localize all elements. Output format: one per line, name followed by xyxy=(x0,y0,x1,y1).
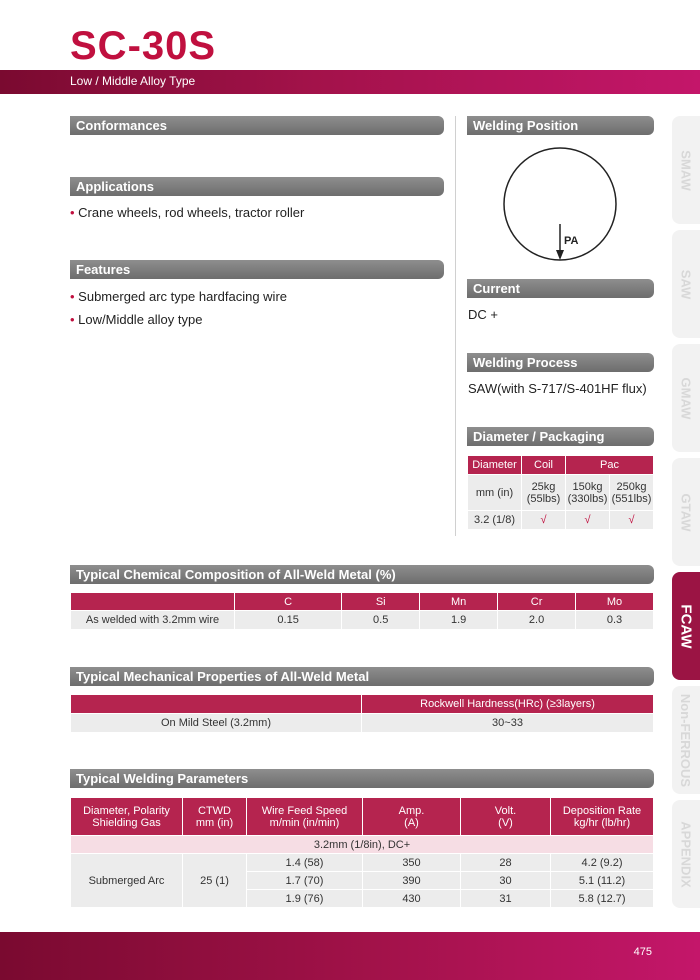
tab-appendix[interactable] xyxy=(672,800,700,908)
diameter-polarity-header xyxy=(71,798,183,836)
header-line: m/min (in/min) xyxy=(269,816,340,829)
header-line: Wire Feed Speed xyxy=(261,804,348,817)
wire-feed-header xyxy=(247,798,363,836)
volt-cell: 28 xyxy=(461,854,551,872)
column-divider xyxy=(455,116,456,536)
position-arrow-head xyxy=(556,250,564,260)
amp-cell: 350 xyxy=(363,854,461,872)
tab-label: SMAW xyxy=(678,149,694,191)
mechanical-heading: Typical Mechanical Properties of All-Weld Metal xyxy=(70,667,654,686)
unit-cell: mm (in) xyxy=(468,475,522,511)
header-line: Shielding Gas xyxy=(92,816,161,829)
pac-weight-cell xyxy=(610,475,654,511)
pac-header: Pac xyxy=(566,456,654,475)
page-number: 475 xyxy=(633,946,652,958)
header-line: Diameter, Polarity xyxy=(83,804,170,817)
volt-header xyxy=(461,798,551,836)
value-cell: 1.9 xyxy=(420,611,498,630)
current-value: DC + xyxy=(468,307,498,322)
tab-label: Non-FERROUS xyxy=(678,693,694,787)
application-text: Crane wheels, rod wheels, tractor roller xyxy=(78,205,305,220)
tab-label: GMAW xyxy=(678,377,694,419)
deposition-cell: 5.8 (12.7) xyxy=(551,890,654,908)
weight-kg: 25kg xyxy=(531,480,556,493)
header-line: (V) xyxy=(498,816,513,829)
wfs-cell: 1.9 (76) xyxy=(247,890,363,908)
tab-gmaw[interactable] xyxy=(672,344,700,452)
amp-header xyxy=(363,798,461,836)
value-cell: 2.0 xyxy=(498,611,576,630)
welding-position-diagram xyxy=(500,144,620,264)
ctwd-cell: 25 (1) xyxy=(183,854,247,908)
weight-kg: 150kg xyxy=(572,480,603,493)
current-heading: Current xyxy=(467,279,654,298)
row-label: On Mild Steel (3.2mm) xyxy=(71,714,362,733)
volt-cell: 30 xyxy=(461,872,551,890)
header-line: Amp. xyxy=(398,804,425,817)
bullet-dot: • xyxy=(70,312,79,327)
value-cell: 0.15 xyxy=(235,611,342,630)
features-heading: Features xyxy=(70,260,444,279)
tab-smaw[interactable] xyxy=(672,116,700,224)
header-line: Volt. xyxy=(494,804,517,817)
application-item xyxy=(70,205,304,220)
chemical-table xyxy=(70,592,654,630)
parameters-table xyxy=(70,797,654,908)
header-line: mm (in) xyxy=(195,816,234,829)
size-cell: 3.2 (1/8) xyxy=(468,511,522,530)
weight-kg: 250kg xyxy=(616,480,647,493)
tab-label: GTAW xyxy=(678,492,694,532)
diameter-header: Diameter xyxy=(468,456,522,475)
weight-lbs: (55lbs) xyxy=(526,492,561,505)
wfs-cell: 1.7 (70) xyxy=(247,872,363,890)
tab-fcaw[interactable] xyxy=(672,572,700,680)
welding-position-heading: Welding Position xyxy=(467,116,654,135)
row-label: As welded with 3.2mm wire xyxy=(71,611,235,630)
ctwd-header xyxy=(183,798,247,836)
welding-process-heading: Welding Process xyxy=(467,353,654,372)
coil-header: Coil xyxy=(522,456,566,475)
bullet-dot: • xyxy=(70,205,79,220)
weight-lbs: (330lbs) xyxy=(567,492,608,505)
deposition-cell: 5.1 (11.2) xyxy=(551,872,654,890)
volt-cell: 31 xyxy=(461,890,551,908)
welding-process-value: SAW(with S-717/S-401HF flux) xyxy=(468,381,647,396)
deposition-cell: 4.2 (9.2) xyxy=(551,854,654,872)
weight-lbs: (551lbs) xyxy=(611,492,652,505)
hardness-header: Rockwell Hardness(HRc) (≥3layers) xyxy=(362,695,654,714)
tab-non-ferrous[interactable] xyxy=(672,686,700,794)
header-line: (A) xyxy=(404,816,419,829)
tab-saw[interactable] xyxy=(672,230,700,338)
amp-cell: 390 xyxy=(363,872,461,890)
chemical-heading: Typical Chemical Composition of All-Weld Metal (%) xyxy=(70,565,654,584)
check-mark: √ xyxy=(522,511,566,530)
header-line: CTWD xyxy=(198,804,231,817)
parameters-heading: Typical Welding Parameters xyxy=(70,769,654,788)
tab-gtaw[interactable] xyxy=(672,458,700,566)
blank-header xyxy=(71,695,362,714)
amp-cell: 430 xyxy=(363,890,461,908)
feature-item xyxy=(70,289,287,304)
element-header: Cr xyxy=(498,593,576,611)
tab-label: APPENDIX xyxy=(678,820,694,888)
value-cell: 0.5 xyxy=(342,611,420,630)
coil-weight-cell xyxy=(522,475,566,511)
pac-weight-cell xyxy=(566,475,610,511)
feature-item xyxy=(70,312,202,327)
element-header: Mn xyxy=(420,593,498,611)
check-mark: √ xyxy=(566,511,610,530)
tab-label: SAW xyxy=(678,269,694,299)
element-header: Mo xyxy=(576,593,654,611)
bullet-dot: • xyxy=(70,289,79,304)
footer-band xyxy=(0,932,700,980)
header-line: Deposition Rate xyxy=(562,804,642,817)
conformances-heading: Conformances xyxy=(70,116,444,135)
packaging-heading: Diameter / Packaging xyxy=(467,427,654,446)
tab-label: FCAW xyxy=(677,603,695,649)
deposition-header xyxy=(551,798,654,836)
packaging-table xyxy=(467,455,654,530)
hardness-value: 30~33 xyxy=(362,714,654,733)
process-cell: Submerged Arc xyxy=(71,854,183,908)
value-cell: 0.3 xyxy=(576,611,654,630)
mechanical-table xyxy=(70,694,654,733)
applications-heading: Applications xyxy=(70,177,444,196)
blank-header xyxy=(71,593,235,611)
check-mark: √ xyxy=(610,511,654,530)
header-line: kg/hr (lb/hr) xyxy=(573,816,631,829)
page-title: SC-30S xyxy=(70,24,217,68)
element-header: Si xyxy=(342,593,420,611)
wfs-cell: 1.4 (58) xyxy=(247,854,363,872)
page-subtitle: Low / Middle Alloy Type xyxy=(70,74,196,88)
feature-text: Low/Middle alloy type xyxy=(78,312,203,327)
diameter-band: 3.2mm (1/8in), DC+ xyxy=(71,836,654,854)
feature-text: Submerged arc type hardfacing wire xyxy=(78,289,288,304)
element-header: C xyxy=(235,593,342,611)
position-label: PA xyxy=(564,235,579,247)
